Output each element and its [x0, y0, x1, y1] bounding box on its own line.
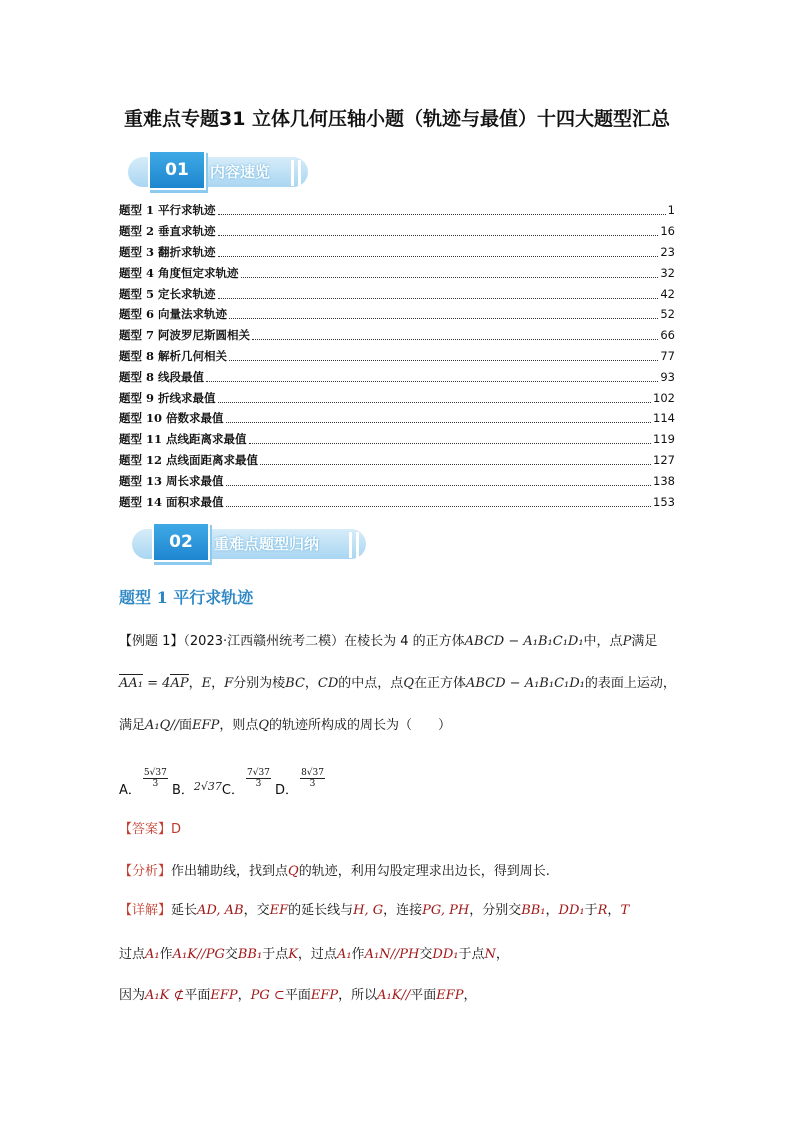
toc-entry-title: 题型 7 阿波罗尼斯圆相关 [119, 328, 251, 343]
example-line-1 [119, 630, 657, 649]
example-tag: 【例题 1】 [119, 634, 184, 649]
text: ，连接 [383, 903, 423, 918]
text: 满足 [631, 634, 658, 649]
toc-entry[interactable] [119, 491, 675, 512]
toc-entry-title: 题型 4 角度恒定求轨迹 [119, 265, 239, 280]
numerator: 7√37 [246, 768, 270, 778]
toc-leader-dots [229, 309, 658, 319]
toc-entry-title: 题型 8 线段最值 [119, 369, 205, 384]
math: A₁K// [377, 988, 411, 1003]
toc-entry-page: 66 [660, 328, 675, 343]
math: A₁ [336, 947, 352, 962]
toc-leader-dots [241, 268, 659, 278]
toc-entry[interactable] [119, 221, 675, 242]
toc-leader-dots [218, 226, 659, 236]
text: ， [463, 988, 477, 1003]
math-cube: ABCD − A₁B₁C₁D₁ [464, 634, 584, 649]
toc-leader-dots [252, 330, 658, 340]
toc-entry-title: 题型 9 折线求最值 [119, 390, 216, 405]
toc-entry[interactable] [119, 200, 675, 221]
text: 面 [179, 718, 193, 733]
math: DD₁ [558, 903, 585, 918]
options-row [119, 768, 325, 798]
text: 中，点 [583, 634, 623, 649]
math: T [620, 903, 630, 918]
text: 于点 [458, 947, 485, 962]
toc-entry-page: 153 [653, 494, 675, 509]
banner-number: 01 [148, 150, 206, 190]
text: 延长 [171, 903, 198, 918]
math-e: E [201, 676, 212, 691]
text: 平面 [410, 988, 437, 1003]
math-vector-aa1: AA₁ [119, 676, 143, 691]
toc-entry-title: 题型 8 解析几何相关 [119, 348, 228, 363]
toc-leader-dots [226, 476, 652, 486]
detail-tag: 【详解】 [119, 903, 172, 918]
text: 作出辅助线，找到点 [171, 864, 289, 879]
banner-stripe [356, 532, 359, 558]
math-cd: CD [317, 676, 339, 691]
text: 的延长线与 [288, 903, 354, 918]
math-eq: = 4 [143, 676, 171, 691]
text: ， [188, 676, 202, 691]
math-efp: EFP [192, 718, 220, 733]
denominator: 3 [309, 779, 316, 789]
text: ，则点 [219, 718, 259, 733]
toc-leader-dots [218, 247, 659, 257]
math: EFP [310, 988, 339, 1003]
table-of-contents [119, 200, 675, 512]
text: 平面 [184, 988, 211, 1003]
toc-entry-page: 114 [653, 411, 675, 426]
option-b-letter: B． [171, 783, 194, 798]
toc-entry-page: 77 [660, 348, 675, 363]
option-d-letter: D． [275, 783, 299, 798]
toc-entry-title: 题型 14 面积求最值 [119, 494, 224, 509]
toc-entry[interactable] [119, 346, 675, 367]
math: A₁K//PG [172, 947, 225, 962]
toc-entry[interactable] [119, 366, 675, 387]
example-line-3 [119, 714, 451, 733]
banner-stripe [291, 160, 294, 186]
math-f: F [224, 676, 234, 691]
math-q: Q [288, 864, 299, 879]
text: 交 [419, 947, 433, 962]
toc-entry-title: 题型 2 垂直求轨迹 [119, 224, 216, 239]
toc-entry[interactable] [119, 470, 675, 491]
math-vector-ap: AP [170, 676, 189, 691]
example-source: （2023·江西赣州统考二模）在棱长为 4 的正方体 [183, 634, 465, 649]
text: ，分别交 [469, 903, 522, 918]
math: AD, AB [197, 903, 244, 918]
math: PG ⊂ [250, 988, 285, 1003]
text: ， [545, 903, 559, 918]
toc-entry-title: 题型 12 点线面距离求最值 [119, 452, 259, 467]
text: 于 [584, 903, 598, 918]
text: 的轨迹所构成的周长为（ ） [269, 718, 452, 733]
option-d-fraction [300, 768, 325, 789]
toc-entry-page: 52 [660, 307, 675, 322]
text: 在正方体 [413, 676, 466, 691]
toc-entry-title: 题型 11 点线距离求最值 [119, 432, 247, 447]
answer-value: D [171, 822, 182, 837]
option-c-letter: C． [221, 783, 244, 798]
denominator: 3 [255, 779, 262, 789]
text: 满足 [119, 718, 146, 733]
math: H, G [353, 903, 384, 918]
toc-entry-page: 1 [667, 203, 675, 218]
option-a-letter: A． [119, 783, 141, 798]
math: EFP [436, 988, 464, 1003]
text: ， [495, 947, 509, 962]
page-title: 重难点专题31 立体几何压轴小题（轨迹与最值）十四大题型汇总 [123, 108, 671, 130]
math: R [597, 903, 608, 918]
toc-leader-dots [218, 205, 666, 215]
toc-entry[interactable] [119, 262, 675, 283]
toc-leader-dots [229, 351, 658, 361]
toc-entry-title: 题型 13 周长求最值 [119, 473, 224, 488]
section-banner-types [132, 522, 366, 562]
analysis-line [119, 860, 550, 879]
text: 的轨迹，利用勾股定理求出边长，得到周长. [298, 864, 550, 879]
toc-entry-title: 题型 10 倍数求最值 [119, 411, 224, 426]
math: A₁N//PH [364, 947, 420, 962]
toc-leader-dots [218, 289, 659, 299]
math-cube: ABCD − A₁B₁C₁D₁ [466, 676, 585, 691]
toc-leader-dots [260, 455, 651, 465]
toc-entry-page: 119 [653, 432, 675, 447]
text: 平面 [284, 988, 311, 1003]
banner-stripe [349, 532, 352, 558]
toc-entry[interactable] [119, 283, 675, 304]
math-bc: BC [285, 676, 305, 691]
toc-entry[interactable] [119, 429, 675, 450]
detail-line-1 [119, 899, 629, 918]
text: ，所以 [338, 988, 378, 1003]
toc-entry[interactable] [119, 408, 675, 429]
toc-entry-page: 32 [660, 265, 675, 280]
banner-stripe [298, 160, 301, 186]
toc-entry-page: 23 [660, 244, 675, 259]
text: ， [237, 988, 251, 1003]
text: 分别为棱 [233, 676, 286, 691]
math: EF [269, 903, 289, 918]
toc-entry-page: 16 [660, 224, 675, 239]
math: PG, PH [422, 903, 470, 918]
answer-line [119, 818, 181, 837]
toc-leader-dots [226, 413, 652, 423]
toc-leader-dots [226, 497, 652, 507]
toc-entry-page: 42 [660, 286, 675, 301]
math: DD₁ [432, 947, 459, 962]
toc-leader-dots [218, 393, 652, 403]
toc-entry-page: 138 [653, 473, 675, 488]
text: ，过点 [297, 947, 337, 962]
detail-line-3 [119, 984, 477, 1003]
option-c-fraction [246, 768, 271, 789]
answer-tag: 【答案】 [119, 822, 172, 837]
toc-entry-page: 127 [653, 452, 675, 467]
text: 因为 [119, 988, 146, 1003]
toc-entry-title: 题型 3 翻折求轨迹 [119, 244, 216, 259]
detail-line-2 [119, 943, 509, 962]
analysis-tag: 【分析】 [119, 864, 172, 879]
toc-entry[interactable] [119, 450, 675, 471]
text: 过点 [119, 947, 146, 962]
math: EFP [210, 988, 238, 1003]
math-point-p: P [622, 634, 632, 649]
banner-label: 重难点题型归纳 [214, 535, 320, 553]
toc-entry[interactable] [119, 387, 675, 408]
text: ， [211, 676, 225, 691]
section-heading: 题型 1 平行求轨迹 [119, 588, 254, 607]
toc-entry[interactable] [119, 242, 675, 263]
toc-entry[interactable] [119, 325, 675, 346]
option-b-value: 2√37 [193, 780, 222, 793]
text: 作 [351, 947, 365, 962]
text: 作 [159, 947, 173, 962]
toc-entry-title: 题型 5 定长求轨迹 [119, 286, 216, 301]
text: 于点 [262, 947, 289, 962]
toc-entry-page: 93 [660, 369, 675, 384]
math: BB₁ [521, 903, 546, 918]
math: N [484, 947, 496, 962]
toc-entry-page: 102 [653, 390, 675, 405]
toc-entry-title: 题型 6 向量法求轨迹 [119, 307, 228, 322]
section-banner-contents [128, 150, 308, 190]
text: ， [607, 903, 621, 918]
toc-entry[interactable] [119, 304, 675, 325]
denominator: 3 [152, 779, 159, 789]
numerator: 5√37 [143, 768, 167, 778]
math-q: Q [403, 676, 414, 691]
math: K [288, 947, 298, 962]
math: BB₁ [237, 947, 263, 962]
math: A₁ [145, 947, 160, 962]
text: 的中点，点 [338, 676, 404, 691]
example-line-2 [119, 672, 676, 691]
math: A₁K ⊄ [145, 988, 185, 1003]
text: ， [304, 676, 318, 691]
text: 交 [224, 947, 238, 962]
toc-entry-title: 题型 1 平行求轨迹 [119, 203, 216, 218]
banner-label: 内容速览 [210, 163, 271, 181]
math-q: Q [258, 718, 270, 733]
toc-leader-dots [249, 434, 652, 444]
toc-leader-dots [206, 372, 658, 382]
numerator: 8√37 [301, 768, 324, 778]
option-a-fraction [143, 768, 168, 789]
banner-number: 02 [152, 522, 210, 562]
text: 的表面上运动， [584, 676, 676, 691]
math-a1q: A₁Q// [145, 718, 180, 733]
text: ，交 [243, 903, 270, 918]
